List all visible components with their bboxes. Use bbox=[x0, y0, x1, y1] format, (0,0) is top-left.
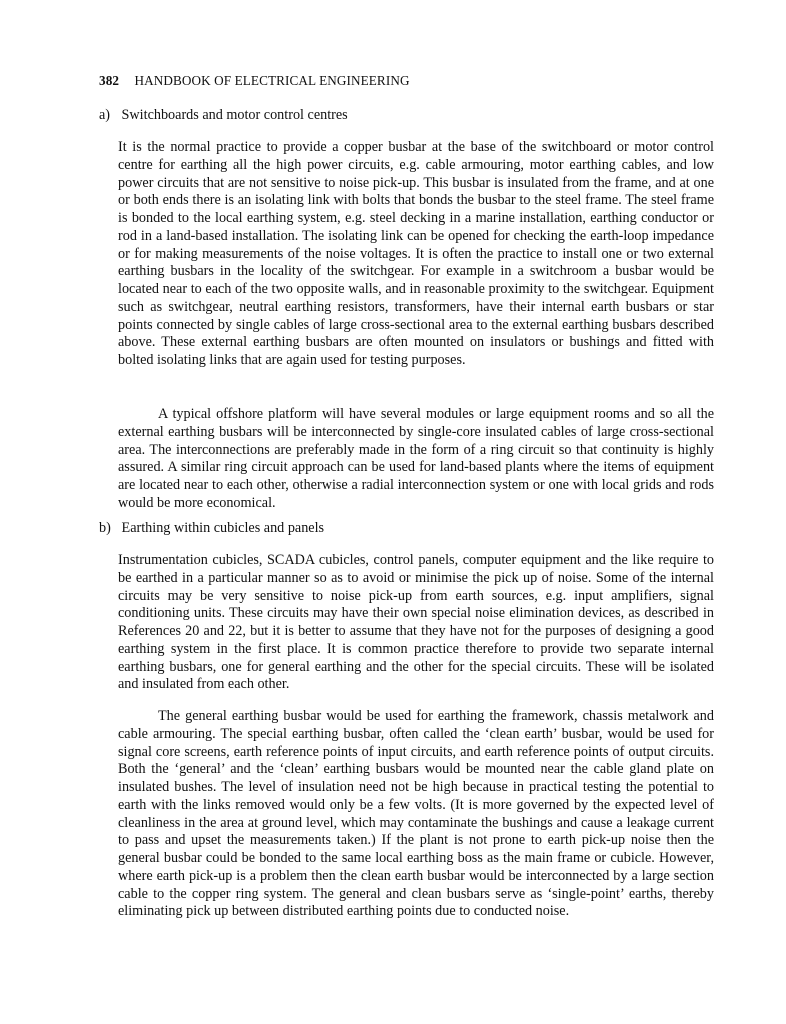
section-a-paragraph-2: A typical offshore platform will have several modules or large equipment rooms and so all the external earthing busbars will be interconnected by single-core insulated cables of large cross-sectional area. The interconnections are preferably made in the form of a ring circuit so that continuity is highly assured. A similar ring circuit approach can be used for land-based plants where the items of equipment are located near to each other, otherwise a radial interconnection system or one with local grids and rods would be more economical. bbox=[118, 406, 714, 511]
section-b-paragraph-1: Instrumentation cubicles, SCADA cubicles, control panels, computer equipment and the like require to be earthed in a particular manner so as to avoid or minimise the pick up of noise. Some of the internal circuits may be very sensitive to noise pick-up from earth sources, e.g. input amplifiers, signal conditioning units. These circuits may have their own special noise elimination devices, as described in References 20 and 22, but it is better to assume that they have not for the purposes of designing a good earthing system in the first place. It is common practice therefore to provide two separate internal earthing busbars, one for general earthing and the other for the special circuits. These will be isolated and insulated from each other. bbox=[118, 552, 714, 693]
section-a-paragraph-1: It is the normal practice to provide a copper busbar at the base of the switchboard or motor control centre for earthing all the high power circuits, e.g. cable armouring, motor earthing cables, and low power circuits that are not sensitive to noise pick-up. This busbar is insulated from the frame, and at one or both ends there is an isolating link with bolts that bonds the busbar to the steel frame. The steel frame is bonded to the local earthing system, e.g. steel decking in a marine installation, earthing conductor or rod in a land-based installation. The isolating link can be opened for checking the earth-loop impedance or for making measurements of the noise voltages. It is often the practice to install one or two external earthing busbars in the locality of the switchgear. For example in a switchroom a busbar would be located near to each of the two opposite walls, and in reasonable proximity to the switchgear. Equipment such as switchgear, neutral earthing resistors, transformers, have their internal earth busbars or star points connected by single cables of large cross-sectional area to the external earthing busbars described above. These external earthing busbars are often mounted on insulators or bushings and fitted with bolted isolating links that are again used for testing purposes. bbox=[118, 139, 714, 368]
running-header bbox=[99, 73, 410, 89]
section-a-heading bbox=[99, 107, 348, 124]
page-number: 382 bbox=[99, 73, 120, 88]
running-title: HANDBOOK OF ELECTRICAL ENGINEERING bbox=[134, 73, 410, 88]
section-b-paragraph-2: The general earthing busbar would be used for earthing the framework, chassis metalwork and cable armouring. The special earthing busbar, often called the ‘clean earth’ busbar, would be used for signal core screens, earth reference points of input circuits, and earth reference points of output circuits. Both the ‘general’ and the ‘clean’ earthing busbars would be mounted near the cable gland plate on insulated bushes. The level of insulation need not be high because in practical testing the potential to earth with the links removed would only be a few volts. (It is more governed by the expected level of cleanliness in the area at ground level, which may contaminate the bushings and cause a leakage current to pass and upset the measurements taken.) If the plant is not prone to earth pick-up noise then the general busbar could be bonded to the same local earthing boss as the main frame or cubicle. However, where earth pick-up is a problem then the clean earth busbar would be interconnected by a large section cable to the copper ring system. The general and clean busbars serve as ‘single-point’ earths, thereby eliminating pick up between distributed earthing points due to conducted noise. bbox=[118, 708, 714, 920]
section-b-label: b) bbox=[99, 520, 111, 536]
section-a-label: a) bbox=[99, 107, 111, 123]
section-a-title: Switchboards and motor control centres bbox=[121, 107, 348, 123]
section-b-title: Earthing within cubicles and panels bbox=[121, 520, 325, 536]
section-b-heading bbox=[99, 520, 324, 537]
